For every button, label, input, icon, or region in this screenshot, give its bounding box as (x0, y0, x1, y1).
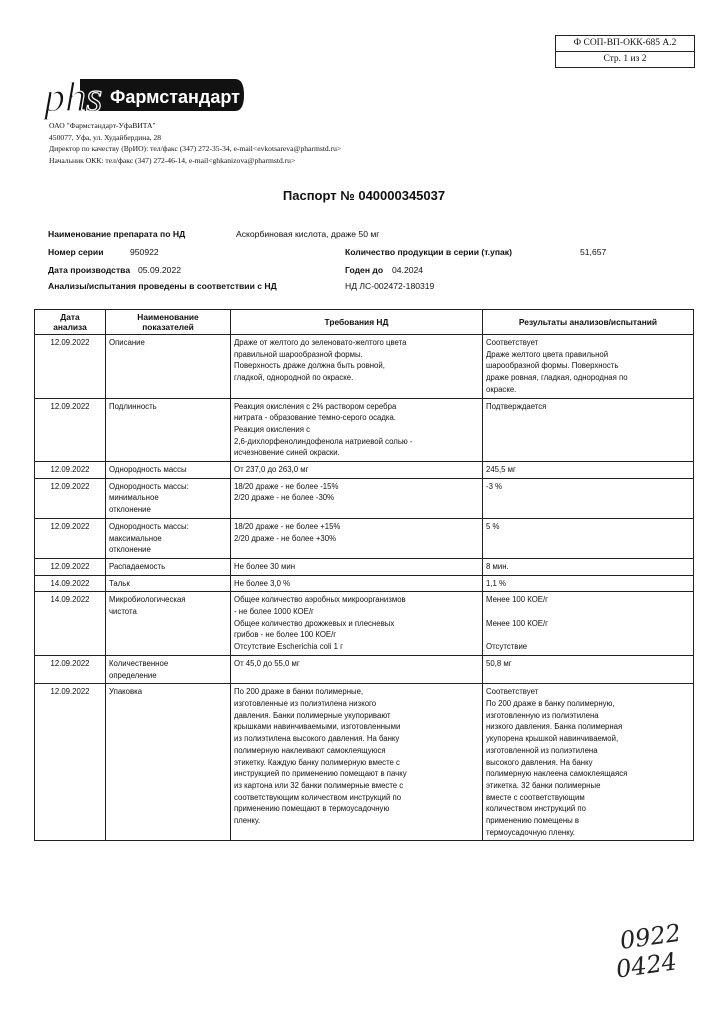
table-row (35, 655, 694, 683)
row-indicator: Количественное определение (106, 655, 231, 683)
row-result: 5 % (483, 518, 694, 558)
row-result: 1,1 % (483, 575, 694, 592)
quantity-value: 51,657 (580, 247, 607, 257)
row-date: 12.09.2022 (35, 478, 106, 518)
document-code: Ф СОП-ВП-ОКК-685 А.2 (573, 38, 677, 48)
passport-title: Паспорт № 040000345037 (282, 188, 446, 203)
row-requirement: По 200 драже в банки полимерные, изготовленные из полиэтилена низкого давления. Банки полимерные укупоривают крышками навинчиваемыми, изготовленными из полиэтилена высокого давления. На банку полимерную наклеивают самоклеящуюся этикетку. Каждую банку полимерную вместе с инструкцией по применению помещают в пачку из картона или 32 банки полимерные вместе с соответствующим количеством инструкций по применению помещают в термоусадочную пленку. (231, 684, 483, 841)
row-result: Подтверждается (483, 398, 694, 462)
row-requirement: Не более 3,0 % (231, 575, 483, 592)
table-row (35, 592, 694, 656)
row-date: 14.09.2022 (35, 592, 106, 656)
table-row (35, 684, 694, 841)
series-label: Номер серии (48, 247, 104, 257)
row-result: 50,8 мг (483, 655, 694, 683)
row-result: 245,5 мг (483, 462, 694, 479)
production-date-value: 05.09.2022 (138, 265, 182, 275)
company-logo (40, 70, 245, 120)
row-indicator: Распадаемость (106, 558, 231, 575)
row-requirement: Общее количество аэробных микроорганизмов - не более 1000 КОЕ/г Общее количество дрожжевых и плесневых грибов - не более 100 КОЕ/г Отсутствие Escherichia coli 1 г (231, 592, 483, 656)
table-row (35, 575, 694, 592)
company-info (49, 120, 341, 166)
row-date: 12.09.2022 (35, 462, 106, 479)
analysis-label: Анализы/испытания проведены в соответствии с НД (48, 281, 277, 291)
row-indicator: Микробиологическая чистота (106, 592, 231, 656)
quantity-label: Количество продукции в серии (т.упак) (345, 247, 512, 257)
drug-label: Наименование препарата по НД (48, 229, 186, 239)
row-result: Соответствует По 200 драже в банку полимерную, изготовленную из полиэтилена низкого давления. Банка полимерная укупорена крышкой навинчиваемой, изготовленной из полиэтилена высокого давления. На банку полимерную наклеена самоклеящаяся этикетка. 32 банки полимерные вместе с соответствующим количеством инструкций по применению помещены в термоусадочную пленку. (483, 684, 694, 841)
row-requirement: 18/20 драже - не более -15% 2/20 драже - не более -30% (231, 478, 483, 518)
page-number: Стр. 1 из 2 (556, 51, 694, 67)
header-results: Результаты анализов/испытаний (483, 310, 694, 335)
row-requirement: Драже от желтого до зеленовато-желтого цвета правильной шарообразной формы. Поверхность драже должна быть ровной, гладкой, однородной по окраске. (231, 335, 483, 399)
row-date: 12.09.2022 (35, 684, 106, 841)
row-date: 12.09.2022 (35, 518, 106, 558)
analysis-results-table (34, 309, 694, 841)
table-row (35, 398, 694, 462)
row-date: 12.09.2022 (35, 335, 106, 399)
row-date: 14.09.2022 (35, 575, 106, 592)
table-row (35, 335, 694, 399)
row-indicator: Подлинность (106, 398, 231, 462)
document-reference-box (555, 35, 695, 68)
row-indicator: Тальк (106, 575, 231, 592)
row-date: 12.09.2022 (35, 655, 106, 683)
company-name: ОАО "Фармстандарт-УфаВИТА" (49, 121, 156, 130)
row-date: 12.09.2022 (35, 398, 106, 462)
row-requirement: 18/20 драже - не более +15% 2/20 драже - не более +30% (231, 518, 483, 558)
logo-mark: phs (44, 75, 103, 120)
row-requirement: Реакция окисления с 2% раствором серебра нитрата - образование темно-серого осадка. Реакция окисления с 2,6-дихлорфенолиндофенола натриевой солью - исчезновение синей окраски. (231, 398, 483, 462)
row-indicator: Однородность массы: минимальное отклонение (106, 478, 231, 518)
production-date-label: Дата производства (48, 265, 131, 275)
row-requirement: От 237,0 до 263,0 мг (231, 462, 483, 479)
row-result: -3 % (483, 478, 694, 518)
series-value: 950922 (130, 247, 159, 257)
handwritten-line-1: 0922 (618, 918, 683, 955)
expiry-label: Годен до (345, 265, 384, 275)
row-requirement: Не более 30 мин (231, 558, 483, 575)
handwritten-line-2: 0424 (615, 947, 679, 984)
logo-name: Фармстандарт (110, 87, 240, 107)
row-indicator: Однородность массы: максимальное отклонение (106, 518, 231, 558)
header-indicator: Наименование показателей (106, 310, 231, 335)
table-header-row (35, 310, 694, 335)
qc-head-contact: Начальник ОКК: тел/факс (347) 272-46-14, e-mail<ghkanizova@pharmstd.ru> (49, 155, 296, 165)
row-result: Менее 100 КОЕ/г Менее 100 КОЕ/г Отсутствие (483, 592, 694, 656)
table-row (35, 462, 694, 479)
row-result: Соответствует Драже желтого цвета правильной шарообразной формы. Поверхность драже ровная, гладкая, однородная по окраске. (483, 335, 694, 399)
table-row (35, 518, 694, 558)
row-indicator: Описание (106, 335, 231, 399)
row-result: 8 мин. (483, 558, 694, 575)
company-address: 450077, Уфа, ул. Худайбердина, 28 (49, 132, 162, 142)
analysis-value: НД ЛС-002472-180319 (345, 281, 435, 291)
drug-value: Аскорбиновая кислота, драже 50 мг (236, 229, 380, 239)
row-indicator: Упаковка (106, 684, 231, 841)
row-requirement: От 45,0 до 55,0 мг (231, 655, 483, 683)
row-indicator: Однородность массы (106, 462, 231, 479)
quality-director-contact: Директор по качеству (ВрИО): тел/факс (347) 272-35-34, e-mail<evkotsareva@pharmstd.ru> (49, 144, 342, 154)
header-date: Дата анализа (35, 310, 106, 335)
handwritten-note (615, 915, 685, 985)
expiry-value: 04.2024 (392, 265, 424, 275)
table-row (35, 558, 694, 575)
table-row (35, 478, 694, 518)
row-date: 12.09.2022 (35, 558, 106, 575)
header-requirements: Требования НД (231, 310, 483, 335)
